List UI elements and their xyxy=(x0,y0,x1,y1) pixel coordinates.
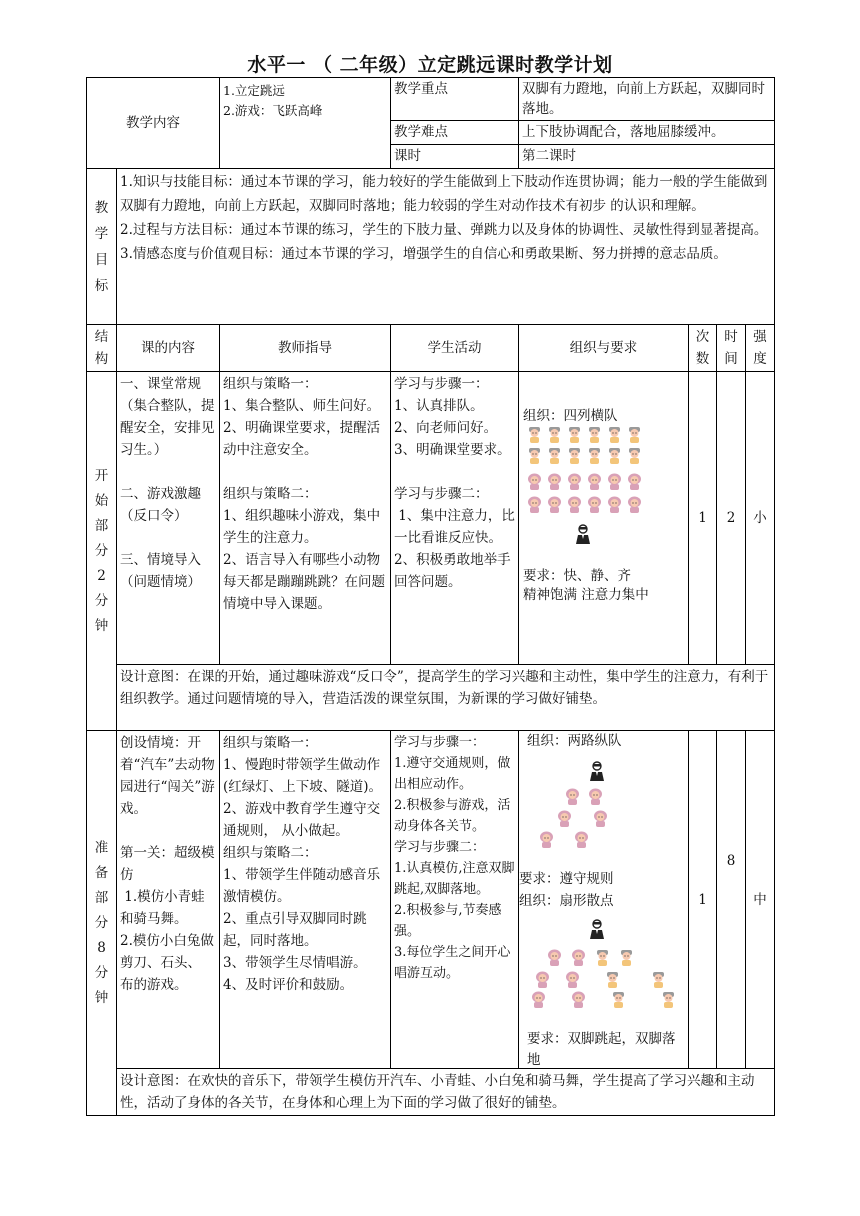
boy-student-icon xyxy=(627,447,642,464)
boy-student-icon xyxy=(661,991,676,1008)
boy-student-icon xyxy=(547,447,562,464)
section2-label xyxy=(87,731,117,1116)
girl-student-icon xyxy=(547,949,562,966)
section2-design: 设计意图：在欢快的音乐下，带领学生模仿开汽车、小青蛙、小白兔和骑马舞，学生提高了学习兴趣和主动性，活动了身体的各关节，在身体和心理上为下面的学习做了很好的铺垫。 xyxy=(117,1069,775,1116)
boy-student-icon xyxy=(527,426,542,443)
section1-label xyxy=(87,372,117,731)
goals-label-text: 教学目标 xyxy=(94,199,109,294)
section1-teacher: 组织与策略一： 1、集合整队、师生问好。 2、明确课堂要求，提醒活动中注意安全。 组织与策略二： 1、组织趣味小游戏，集中学生的注意力。 2、语言导入有哪些小动物每天都是蹦蹦跳跳？在问题情境中导入课题。 xyxy=(220,372,391,665)
lesson-plan-table xyxy=(86,77,775,1116)
girl-student-icon xyxy=(571,949,586,966)
col-structure-text: 结构 xyxy=(94,329,109,367)
girl-student-icon xyxy=(539,831,554,848)
boy-student-icon xyxy=(627,426,642,443)
girl-student-icon xyxy=(587,473,602,490)
girl-student-icon xyxy=(593,810,608,827)
col-teacher: 教师指导 xyxy=(220,325,391,372)
girl-student-icon xyxy=(627,496,642,513)
girl-student-icon xyxy=(567,473,582,490)
content-item-1: 1.立定跳远 xyxy=(223,83,285,98)
boy-student-icon xyxy=(547,426,562,443)
boy-student-icon xyxy=(611,991,626,1008)
difficulty-value: 上下肢协调配合，落地屈膝缓冲。 xyxy=(519,121,775,145)
section2-org-req2: 要求：双脚跳起，双脚落地 xyxy=(527,1031,676,1068)
girl-student-icon xyxy=(567,496,582,513)
col-time xyxy=(717,325,746,372)
section2-time: 8 xyxy=(717,731,746,1069)
section1-content: 一、课堂常规 （集合整队，提醒安全，安排见习生。） 二、游戏激趣 （反口令） 三、情境导入 （问题情境） xyxy=(117,372,220,665)
goal-2: 2.过程与方法目标：通过本节课的练习，学生的下肢力量、弹跳力以及身体的协调性、灵敏性得到显著提高。 xyxy=(120,222,768,238)
boy-student-icon xyxy=(567,426,582,443)
teacher-icon xyxy=(589,919,605,939)
boy-student-icon xyxy=(587,447,602,464)
column-and-fan-formation xyxy=(519,731,688,1066)
section2-content: 创设情境：开着“汽车”去动物园进行“闯关”游戏。 第一关：超级模仿 1.模仿小青蛙和骑马舞。 2.模仿小白兔做剪刀、石头、 布的游戏。 xyxy=(117,731,220,1069)
section1-org-req: 要求：快、静、齐 xyxy=(523,568,631,584)
content-label: 教学内容 xyxy=(87,78,220,169)
girl-student-icon xyxy=(547,496,562,513)
boy-student-icon xyxy=(607,426,622,443)
section2-intensity: 中 xyxy=(746,731,775,1069)
content-item-2: 2.游戏：飞跃高峰 xyxy=(223,103,323,118)
key-value: 双脚有力蹬地，向前上方跃起，双脚同时落地。 xyxy=(519,78,775,121)
boy-student-icon xyxy=(607,447,622,464)
content-items xyxy=(220,78,391,169)
girl-student-icon xyxy=(527,473,542,490)
section2-label-text: 准备部分8分钟 xyxy=(94,839,109,1006)
section1-org xyxy=(519,372,689,665)
girl-student-icon xyxy=(557,810,572,827)
girl-student-icon xyxy=(587,496,602,513)
goal-3: 3.情感态度与价值观目标：通过本节课的学习，增强学生的自信心和勇敢果断、努力拼搏的意志品质。 xyxy=(120,246,727,262)
boy-student-icon xyxy=(651,971,666,988)
boy-student-icon xyxy=(595,949,610,966)
girl-student-icon xyxy=(565,971,580,988)
girl-student-icon xyxy=(627,473,642,490)
teacher-icon xyxy=(589,761,605,781)
section2-org-title: 组织：两路纵队 xyxy=(527,733,622,749)
section1-times: 1 xyxy=(689,372,717,665)
period-label: 课时 xyxy=(391,145,519,169)
boy-student-icon xyxy=(567,447,582,464)
col-intensity xyxy=(746,325,775,372)
four-row-formation xyxy=(519,372,688,662)
girl-student-icon xyxy=(571,991,586,1008)
boy-student-icon xyxy=(619,949,634,966)
section1-time: 2 xyxy=(717,372,746,665)
boy-student-icon xyxy=(527,447,542,464)
section2-org xyxy=(519,731,689,1069)
section1-intensity: 小 xyxy=(746,372,775,665)
girl-student-icon xyxy=(535,971,550,988)
col-structure xyxy=(87,325,117,372)
col-org: 组织与要求 xyxy=(519,325,689,372)
col-student: 学生活动 xyxy=(391,325,519,372)
boy-student-icon xyxy=(605,971,620,988)
girl-student-icon xyxy=(574,831,589,848)
col-content: 课的内容 xyxy=(117,325,220,372)
girl-student-icon xyxy=(565,788,580,805)
section1-student: 学习与步骤一： 1、认真排队。 2、向老师问好。 3、明确课堂要求。 学习与步骤二： 1、集中注意力，比一比看谁反应快。 2、积极勇敢地举手回答问题。 xyxy=(391,372,519,665)
section2-times: 1 xyxy=(689,731,717,1069)
section2-org-title2: 组织：扇形散点 xyxy=(519,893,614,909)
section2-teacher: 组织与策略一： 1、慢跑时带领学生做动作(红绿灯、上下坡、隧道)。 2、游戏中教育学生遵守交通规则， 从小做起。 组织与策略二： 1、带领学生伴随动感音乐激情模仿。 2、重点引导双脚同时跳起，同时落地。 3、带领学生尽情唱游。 4、及时评价和鼓励。 xyxy=(220,731,391,1069)
goals-content xyxy=(117,169,775,325)
period-value: 第二课时 xyxy=(519,145,775,169)
section1-org-req2: 精神饱满 注意力集中 xyxy=(523,587,649,603)
col-times xyxy=(689,325,717,372)
col-intensity-text: 强度 xyxy=(753,329,767,367)
girl-student-icon xyxy=(607,473,622,490)
section1-org-title: 组织：四列横队 xyxy=(523,408,618,424)
goal-1: 1.知识与技能目标：通过本节课的学习，能力较好的学生能做到上下肢动作连贯协调；能力一般的学生能做到双脚有力蹬地，向前上方跃起，双脚同时落地；能力较弱的学生对动作技术有初步 的认识和理解。 xyxy=(120,174,768,214)
girl-student-icon xyxy=(588,788,603,805)
girl-student-icon xyxy=(607,496,622,513)
difficulty-label: 教学难点 xyxy=(391,121,519,145)
boy-student-icon xyxy=(587,426,602,443)
section1-label-text: 开始部分2分钟 xyxy=(94,467,109,634)
key-label: 教学重点 xyxy=(391,78,519,121)
section2-org-req: 要求：遵守规则 xyxy=(519,871,614,887)
girl-student-icon xyxy=(527,496,542,513)
col-time-text: 时间 xyxy=(724,329,738,367)
girl-student-icon xyxy=(547,473,562,490)
goals-label xyxy=(87,169,117,325)
girl-student-icon xyxy=(531,991,546,1008)
section2-student: 学习与步骤一： 1.遵守交通规则，做出相应动作。 2.积极参与游戏，活动身体各关节。 学习与步骤二： 1.认真模仿,注意双脚跳起,双脚落地。 2.积极参与,节奏感强。 3.每位学生之间开心唱游互动。 xyxy=(391,731,519,1069)
page-title: 水平一 （ 二年级）立定跳远课时教学计划 xyxy=(247,54,613,76)
col-times-text: 次数 xyxy=(695,329,710,367)
section1-design: 设计意图：在课的开始，通过趣味游戏“反口令”，提高学生的学习兴趣和主动性，集中学生的注意力，有利于组织教学。通过问题情境的导入，营造活泼的课堂氛围，为新课的学习做好铺垫。 xyxy=(117,665,775,731)
teacher-icon xyxy=(575,524,591,544)
